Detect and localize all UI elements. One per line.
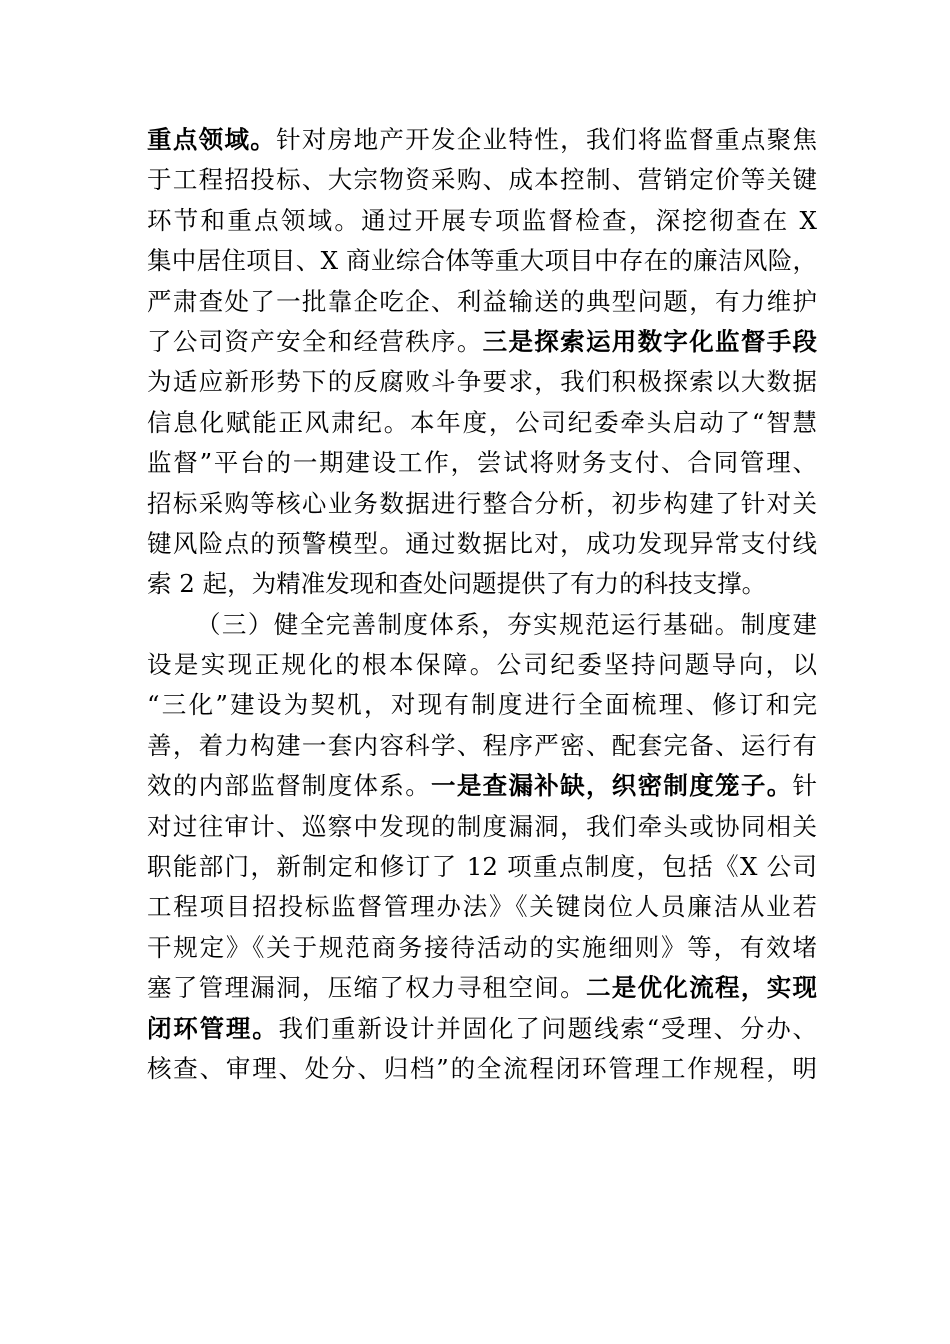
text-line — [147, 928, 817, 968]
text-line — [147, 524, 817, 564]
text-segment: 于工程招投标、大宗物资采购、成本控制、营销定价等关键 — [147, 165, 817, 195]
text-line — [147, 160, 817, 200]
text-line — [147, 564, 817, 604]
text-segment: 对过往审计、巡察中发现的制度漏洞，我们牵头或协同相关 — [147, 811, 817, 841]
text-segment: 集中居住项目、X 商业综合体等重大项目中存在的廉洁风险， — [147, 246, 817, 276]
text-segment: 干规定》《关于规范商务接待活动的实施细则》等，有效堵 — [147, 932, 817, 962]
text-line — [147, 201, 817, 241]
text-line — [147, 968, 817, 1008]
text-segment: 塞了管理漏洞，压缩了权力寻租空间。 — [147, 973, 586, 1003]
text-line — [147, 887, 817, 927]
text-segment: （三）健全完善制度体系，夯实规范运行基础。 — [196, 609, 741, 639]
text-segment: 监督”平台的一期建设工作，尝试将财务支付、合同管理、 — [147, 448, 817, 478]
text-line — [147, 322, 817, 362]
text-line — [147, 847, 817, 887]
body-text — [147, 120, 817, 1089]
text-segment: 环节和重点领域。通过开展专项监督检查，深挖彻查在 X — [147, 205, 817, 235]
text-segment: 了公司资产安全和经营秩序。 — [147, 326, 483, 356]
text-line — [147, 645, 817, 685]
text-segment: 信息化赋能正风肃纪。本年度，公司纪委牵头启动了“智慧 — [147, 407, 817, 437]
text-segment: 制度建 — [740, 609, 818, 639]
text-line — [147, 282, 817, 322]
text-line — [147, 766, 817, 806]
text-segment: 工程项目招投标监督管理办法》《关键岗位人员廉洁从业若 — [147, 892, 817, 922]
text-segment: “三化”建设为契机，对现有制度进行全面梳理、修订和完 — [147, 690, 817, 720]
bold-text-segment: 一是查漏补缺，织密制度笼子。 — [431, 771, 793, 801]
bold-text-segment: 闭环管理。 — [147, 1013, 279, 1043]
text-line — [147, 1049, 817, 1089]
text-segment: 为适应新形势下的反腐败斗争要求，我们积极探索以大数据 — [147, 367, 817, 397]
text-line — [147, 807, 817, 847]
text-segment: 设是实现正规化的根本保障。公司纪委坚持问题导向，以 — [147, 650, 817, 680]
text-segment: 针对房地产开发企业特性，我们将监督重点聚焦 — [276, 125, 818, 154]
text-segment: 我们重新设计并固化了问题线索“受理、分办、 — [278, 1013, 817, 1043]
text-line — [147, 685, 817, 725]
text-line — [147, 484, 817, 524]
text-line — [147, 726, 817, 766]
text-segment: 职能部门，新制定和修订了 12 项重点制度，包括《X 公司 — [147, 852, 817, 882]
text-segment: 针 — [792, 771, 818, 801]
bold-text-segment: 三是探索运用数字化监督手段 — [482, 326, 818, 356]
text-segment: 严肃查处了一批靠企吃企、利益输送的典型问题，有力维护 — [147, 286, 817, 316]
bold-text-segment: 重点领域。 — [147, 125, 277, 154]
text-line — [147, 120, 817, 160]
text-segment: 效的内部监督制度体系。 — [147, 771, 432, 801]
text-segment: 善，着力构建一套内容科学、程序严密、配套完备、运行有 — [147, 730, 817, 760]
text-line — [147, 1009, 817, 1049]
bold-text-segment: 二是优化流程，实现 — [585, 973, 818, 1003]
text-line — [147, 241, 817, 281]
text-line — [147, 362, 817, 402]
text-line — [147, 443, 817, 483]
text-segment: 索 2 起，为精准发现和查处问题提供了有力的科技支撑。 — [147, 569, 767, 599]
text-segment: 键风险点的预警模型。通过数据比对，成功发现异常支付线 — [147, 528, 817, 558]
text-line — [147, 403, 817, 443]
text-line — [147, 605, 817, 645]
text-segment: 核查、审理、处分、归档”的全流程闭环管理工作规程，明 — [147, 1053, 817, 1083]
text-segment: 招标采购等核心业务数据进行整合分析，初步构建了针对关 — [147, 488, 817, 518]
